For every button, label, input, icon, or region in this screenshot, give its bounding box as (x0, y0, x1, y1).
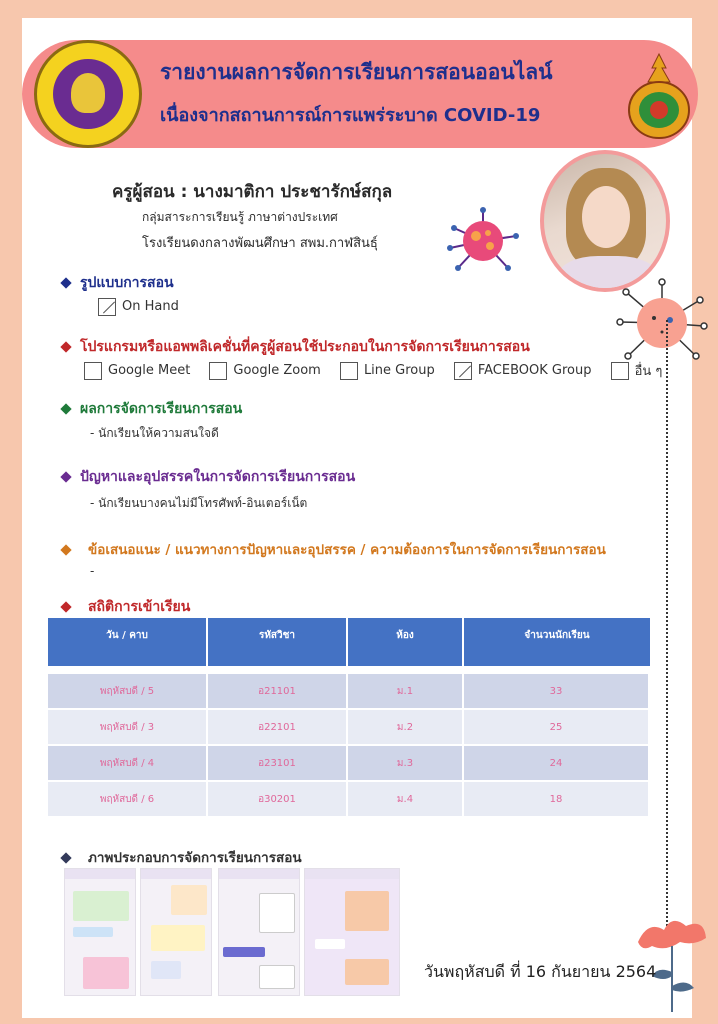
screenshot-gallery (64, 868, 400, 998)
teacher-name: ครูผู้สอน : นางมาติกา ประชารักษ์สกุล (112, 182, 393, 202)
teaching-mode-heading: รูปแบบการสอน (62, 272, 174, 294)
facebook-group-checkbox[interactable] (454, 362, 472, 380)
report-subtitle: เนื่องจากสถานการณ์การแพร่ระบาด COVID-19 (160, 105, 541, 126)
attendance-table (48, 616, 650, 818)
column-header: จำนวนนักเรียน (464, 618, 650, 666)
column-header: รหัสวิชา (208, 618, 348, 666)
gallery-image[interactable] (64, 868, 136, 996)
teacher-photo (540, 150, 670, 292)
table-header-row (48, 618, 650, 666)
problems-heading: ปัญหาและอุปสรรคในการจัดการเรียนการสอน (62, 466, 355, 488)
dotted-divider (666, 320, 668, 930)
on-hand-checkbox[interactable] (98, 298, 116, 316)
problems-text: - นักเรียนบางคนไม่มีโทรศัพท์-อินเตอร์เน็ต (90, 496, 308, 510)
teacher-school: โรงเรียนดงกลางพัฒนศึกษา สพม.กาฬสินธุ์ (142, 236, 378, 251)
obec-emblem-icon (626, 52, 692, 140)
gallery-image[interactable] (304, 868, 400, 996)
apps-heading: โปรแกรมหรือแอพพลิเคชั่นที่ครูผู้สอนใช้ประกอบในการจัดการเรียนการสอน (62, 336, 530, 358)
gallery-image[interactable] (140, 868, 212, 996)
report-title: รายงานผลการจัดการเรียนการสอนออนไลน์ (160, 60, 553, 84)
teacher-department: กลุ่มสาระการเรียนรู้ ภาษาต่างประเทศ (142, 210, 338, 224)
gallery-heading: ภาพประกอบการจัดการเรียนการสอน (62, 846, 302, 868)
results-heading: ผลการจัดการเรียนการสอน (62, 398, 242, 420)
teaching-mode-option: On Hand (98, 296, 193, 316)
table-row: พฤหัสบดี / 4 อ23101 ม.3 24 (48, 746, 650, 780)
suggestions-heading: ข้อเสนอแนะ / แนวทางการปัญหาและอุปสรรค / ความต้องการในการจัดการเรียนการสอน (62, 538, 606, 560)
table-row: พฤหัสบดี / 6 อ30201 ม.4 18 (48, 782, 650, 816)
results-text: - นักเรียนให้ความสนใจดี (90, 426, 219, 440)
google-meet-checkbox[interactable] (84, 362, 102, 380)
column-header: วัน / คาบ (48, 618, 208, 666)
school-logo (34, 40, 142, 148)
virus-outline-icon (612, 278, 712, 368)
attendance-heading: สถิติการเข้าเรียน (62, 596, 190, 618)
apps-options: Google Meet Google Zoom Line Group FACEBOOK Group อื่น ๆ (84, 360, 676, 381)
other-checkbox[interactable] (611, 362, 629, 380)
line-group-checkbox[interactable] (340, 362, 358, 380)
report-date: วันพฤหัสบดี ที่ 16 กันยายน 2564 (424, 962, 657, 981)
gallery-image[interactable] (218, 868, 300, 996)
table-row: พฤหัสบดี / 3 อ22101 ม.2 25 (48, 710, 650, 744)
suggestions-text: - (90, 564, 95, 578)
virus-icon (446, 206, 520, 276)
table-row: พฤหัสบดี / 5 อ21101 ม.1 33 (48, 674, 650, 708)
column-header: ห้อง (348, 618, 464, 666)
google-zoom-checkbox[interactable] (209, 362, 227, 380)
